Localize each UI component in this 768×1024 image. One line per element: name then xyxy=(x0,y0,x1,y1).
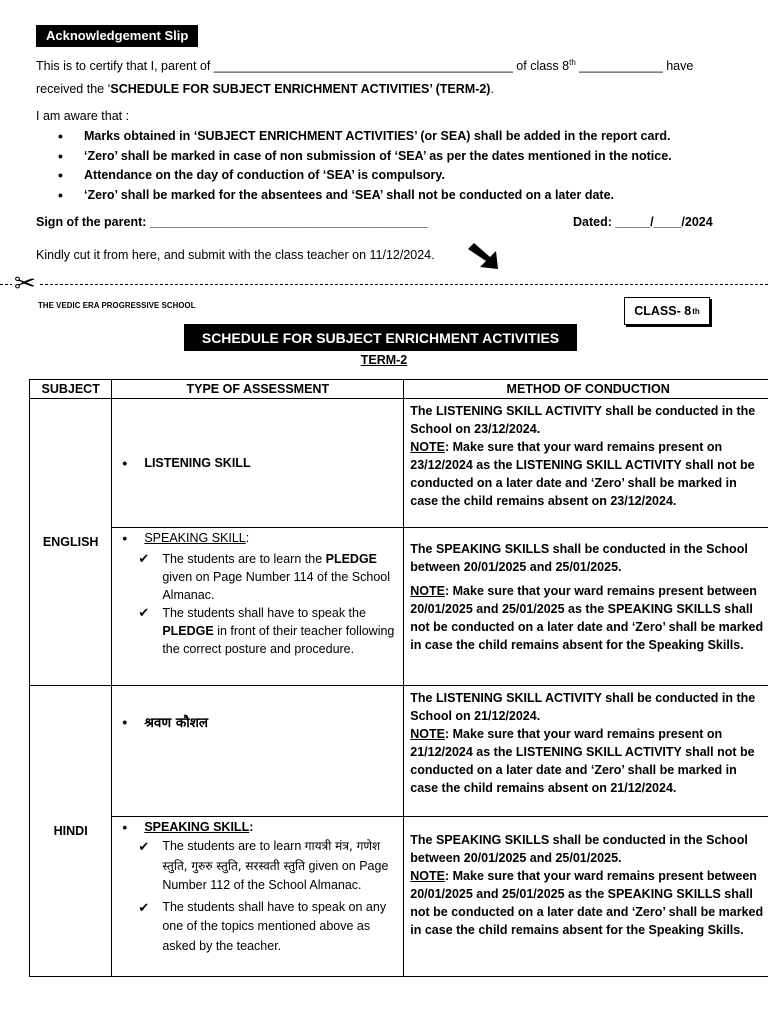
schedule-title: SCHEDULE FOR SUBJECT ENRICHMENT ACTIVITIES xyxy=(184,324,577,351)
subject-hindi: HINDI xyxy=(30,686,112,977)
list-item: • Attendance on the day of conduction of ‘SEA’ is compulsory. xyxy=(58,166,672,186)
class-badge: CLASS- 8 th xyxy=(624,297,710,325)
certify-line: This is to certify that I, parent of ___________________________________________ of class 8th ____________ have xyxy=(36,58,694,74)
hindi-listening-method: The LISTENING SKILL ACTIVITY shall be conducted in the School on 21/12/2024. NOTE: Make sure that your ward remains present on 21/12/2024 as the LISTENING SKILL ACTIVITY shall not be conducted on a later date and ‘Zero’ shall be marked in case the child remains absent on 21/12/2024. xyxy=(404,686,768,817)
list-item: ✔ The students are to learn the PLEDGE given on Page Number 114 of the School Almanac. xyxy=(138,550,395,604)
english-listening-type: LISTENING SKILL xyxy=(144,456,251,470)
arrow-icon xyxy=(466,243,500,271)
english-speaking-type: SPEAKING SKILL xyxy=(144,531,246,545)
hindi-listening-type: श्रवण कौशल xyxy=(144,715,209,731)
list-item: ✔ The students are to learn गायत्री मंत्र, गणेश स्तुति, गुरुरु स्तुति, सरस्वती स्तुति given on Page Number 112 of the School Almanac. xyxy=(138,837,395,896)
table-row: ENGLISH • LISTENING SKILL The LISTENING SKILL ACTIVITY shall be conducted in the School on 23/12/2024. NOTE: Make sure that your ward remains present on 23/12/2024 as the LISTENING SKILL ACTIVITY shall not be conducted on a later date and ‘Zero’ shall be marked in case the child remains absent on 23/12/2024. xyxy=(30,399,768,528)
table-row: • SPEAKING SKILL : ✔ The students are to learn the PLEDGE given on Page Number 114 of the School Almanac. ✔ The students shall have to speak the PLEDGE in front of their teacher following the correct posture and procedure. The SPEAKING SKILLS shall be conducted in the School between 20/01/2025 and 25/01/2025. NOTE: Make sure that your ward remains present between 20/01/2025 and 25/01/2025 as the SPEAKING SKILLS shall not be conducted on a later date and ‘Zero’ shall be marked in case the child remains absent for the Speaking Skills. xyxy=(30,528,768,686)
aware-label: I am aware that : xyxy=(36,109,130,123)
slip-title: Acknowledgement Slip xyxy=(36,25,198,47)
student-name-blank: ___________________________________________ xyxy=(213,59,513,74)
hindi-speaking-method: The SPEAKING SKILLS shall be conducted in the School between 20/01/2025 and 25/01/2025. NOTE: Make sure that your ward remains present between 20/01/2025 and 25/01/2025 as the SPEAKING SKILLS shall not be conducted on a later date and ‘Zero’ shall be marked in case the child remains absent for the Speaking Skills. xyxy=(404,817,768,977)
english-speaking-method: The SPEAKING SKILLS shall be conducted in the School between 20/01/2025 and 25/01/2025. NOTE: Make sure that your ward remains present between 20/01/2025 and 25/01/2025 as the SPEAKING SKILLS shall not be conducted on a later date and ‘Zero’ shall be marked in case the child remains absent for the Speaking Skills. xyxy=(404,528,768,686)
list-item: • ‘Zero’ shall be marked for the absentees and ‘SEA’ shall not be conducted on a later date. xyxy=(58,186,672,206)
col-method: METHOD OF CONDUCTION xyxy=(404,380,768,399)
english-listening-method: The LISTENING SKILL ACTIVITY shall be conducted in the School on 23/12/2024. NOTE: Make sure that your ward remains present on 23/12/2024 as the LISTENING SKILL ACTIVITY shall not be conducted on a later date and ‘Zero’ shall be marked in case the child remains absent on 23/12/2024. xyxy=(404,399,768,528)
dated-line: Dated: _____/____/2024 xyxy=(573,215,713,229)
table-row: HINDI • श्रवण कौशल The LISTENING SKILL ACTIVITY shall be conducted in the School on 21/12/2024. NOTE: Make sure that your ward remains present on 21/12/2024 as the LISTENING SKILL ACTIVITY shall not be conducted on a later date and ‘Zero’ shall be marked in case the child remains absent on 21/12/2024. xyxy=(30,686,768,817)
table-row: • SPEAKING SKILL : ✔ The students are to learn गायत्री मंत्र, गणेश स्तुति, गुरुरु स्तुति, सरस्वती स्तुति given on Page Number 112 of the School Almanac. ✔ The students shall have to speak on any one of the topics mentioned above as asked by the teacher. The SPEAKING SKILLS shall be conducted in the School between 20/01/2025 and 25/01/2025. NOTE: Make sure that your ward remains present between 20/01/2025 and 25/01/2025 as the SPEAKING SKILLS shall not be conducted on a later date and ‘Zero’ shall be marked in case the child remains absent for the Speaking Skills. xyxy=(30,817,768,977)
cut-instruction: Kindly cut it from here, and submit with the class teacher on 11/12/2024. xyxy=(36,248,435,262)
table-header-row xyxy=(30,380,768,399)
col-subject: SUBJECT xyxy=(30,380,112,399)
cut-line xyxy=(0,284,768,285)
schedule-table xyxy=(29,379,768,977)
aware-list xyxy=(58,127,672,205)
parent-sign-line: Sign of the parent: ________________________________________ xyxy=(36,215,428,229)
received-line: received the ‘SCHEDULE FOR SUBJECT ENRICHMENT ACTIVITIES’ (TERM-2). xyxy=(36,82,494,96)
scissors-icon: ✂ xyxy=(14,268,36,298)
term-label: TERM-2 xyxy=(360,353,408,367)
section-blank: ____________ xyxy=(579,59,663,74)
list-item: ✔ The students shall have to speak on any one of the topics mentioned above as asked by the teacher. xyxy=(138,898,395,957)
school-name: THE VEDIC ERA PROGRESSIVE SCHOOL xyxy=(38,301,196,310)
list-item: ✔ The students shall have to speak the PLEDGE in front of their teacher following the correct posture and procedure. xyxy=(138,604,395,658)
list-item: • Marks obtained in ‘SUBJECT ENRICHMENT ACTIVITIES’ (or SEA) shall be added in the report card. xyxy=(58,127,672,147)
hindi-speaking-type: SPEAKING SKILL xyxy=(144,820,250,834)
col-type: TYPE OF ASSESSMENT xyxy=(112,380,404,399)
list-item: • ‘Zero’ shall be marked in case of non submission of ‘SEA’ as per the dates mentioned in the notice. xyxy=(58,147,672,167)
subject-english: ENGLISH xyxy=(30,399,112,686)
